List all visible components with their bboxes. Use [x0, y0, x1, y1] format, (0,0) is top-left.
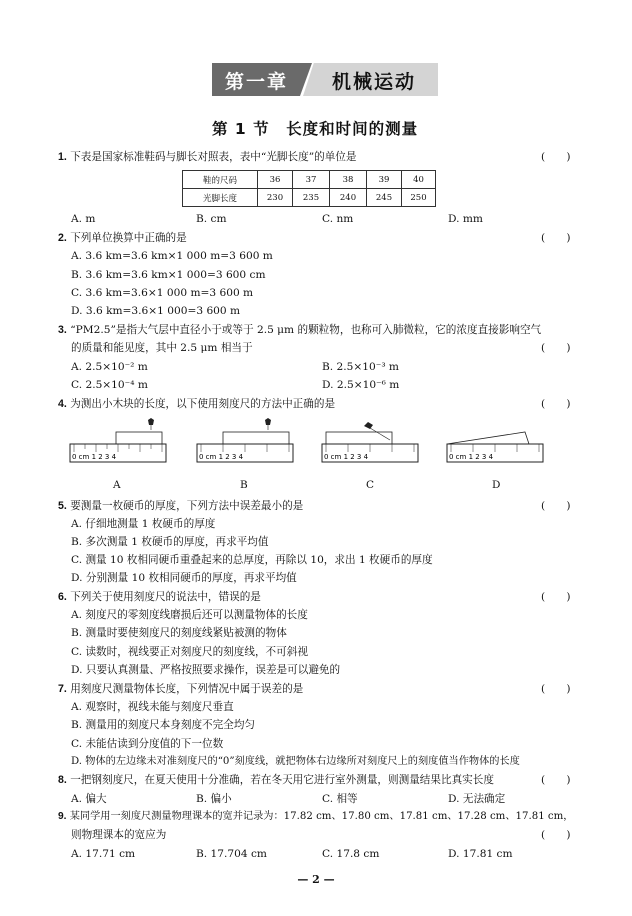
question-number: 3. — [58, 324, 67, 336]
figure-label-b: B — [240, 479, 248, 491]
table-cell: 36 — [258, 171, 293, 189]
answer-blank[interactable]: ( ) — [541, 829, 571, 841]
question-3 — [58, 323, 541, 337]
option-b[interactable]: B. cm — [196, 213, 227, 225]
table-cell: 245 — [367, 189, 402, 207]
answer-blank[interactable]: ( ) — [541, 500, 571, 512]
question-9 — [58, 810, 573, 824]
answer-blank[interactable]: ( ) — [541, 342, 571, 354]
answer-blank[interactable]: ( ) — [541, 151, 571, 163]
question-number: 9. — [58, 811, 67, 822]
option-a[interactable]: A. 17.71 cm — [71, 848, 136, 860]
option-b[interactable]: B. 测量用的刻度尺本身刻度不完全均匀 — [71, 719, 256, 731]
option-c[interactable]: C. 3.6 km=3.6×1 000 m=3 600 m — [71, 287, 254, 299]
chapter-number: 第一章 — [225, 71, 289, 93]
option-b[interactable]: B. 测量时要使刻度尺的刻度线紧贴被测的物体 — [71, 627, 287, 639]
option-c[interactable]: C. 未能估读到分度值的下一位数 — [71, 738, 224, 750]
ruler-scale: 0 cm 1 2 3 4 — [72, 453, 117, 461]
question-text-line2: 则物理课本的宽应为 — [71, 829, 167, 841]
option-d[interactable]: D. mm — [448, 213, 483, 225]
question-text: 某同学用一刻度尺测量物理课本的宽并记录为：17.82 cm、17.80 cm、17.81 cm、17.28 cm、17.81 cm， — [69, 811, 574, 822]
question-7 — [58, 682, 303, 696]
question-6 — [58, 590, 261, 604]
answer-blank[interactable]: ( ) — [541, 683, 571, 695]
option-b[interactable]: B. 多次测量 1 枚硬币的厚度，再求平均值 — [71, 536, 269, 548]
option-a[interactable]: A. 观察时，视线未能与刻度尺垂直 — [71, 701, 234, 713]
question-text: 下表是国家标准鞋码与脚长对照表，表中“光脚长度”的单位是 — [70, 151, 357, 163]
option-c[interactable]: C. 相等 — [322, 793, 358, 805]
answer-blank[interactable]: ( ) — [541, 232, 571, 244]
question-text: 下列单位换算中正确的是 — [70, 232, 187, 244]
table-row — [183, 171, 436, 189]
table-cell: 230 — [258, 189, 293, 207]
question-number: 2. — [58, 232, 67, 244]
figure-label-a: A — [113, 479, 121, 491]
question-text: 下列关于使用刻度尺的说法中，错误的是 — [70, 591, 261, 603]
option-d[interactable]: D. 17.81 cm — [448, 848, 513, 860]
question-text: 用刻度尺测量物体长度，下列情况中属于误差的是 — [70, 683, 304, 695]
option-b[interactable]: B. 2.5×10⁻³ m — [322, 361, 399, 373]
question-text-line2: 的质量和能见度，其中 2.5 μm 相当于 — [71, 342, 253, 354]
shoe-size-table — [182, 170, 436, 207]
question-2 — [58, 231, 187, 245]
option-d[interactable]: D. 3.6 km=3.6×1 000=3 600 m — [71, 305, 241, 317]
table-cell: 235 — [293, 189, 330, 207]
question-number: 6. — [58, 591, 67, 603]
option-b[interactable]: B. 3.6 km=3.6 km×1 000=3 600 cm — [71, 269, 266, 281]
option-a[interactable]: A. 仔细地测量 1 枚硬币的厚度 — [71, 518, 216, 530]
option-c[interactable]: C. 2.5×10⁻⁴ m — [71, 379, 148, 391]
figure-label-c: C — [366, 479, 375, 491]
option-d[interactable]: D. 只要认真测量、严格按照要求操作，误差是可以避免的 — [71, 664, 341, 676]
answer-blank[interactable]: ( ) — [541, 398, 571, 410]
ruler-scale: 0 cm 1 2 3 4 — [324, 453, 369, 461]
question-5 — [58, 499, 303, 513]
option-d[interactable]: D. 物体的左边缘未对准刻度尺的“0”刻度线，就把物体右边缘所对刻度尺上的刻度值当作物体的长度 — [71, 756, 520, 767]
option-a[interactable]: A. 3.6 km=3.6 km×1 000 m=3 600 m — [71, 250, 273, 262]
question-number: 8. — [58, 774, 67, 786]
ruler-scale: 0 cm 1 2 3 4 — [199, 453, 244, 461]
option-a[interactable]: A. 刻度尺的零刻度线磨损后还可以测量物体的长度 — [71, 609, 308, 621]
option-a[interactable]: A. 偏大 — [71, 793, 107, 805]
option-a[interactable]: A. 2.5×10⁻² m — [71, 361, 148, 373]
option-b[interactable]: B. 17.704 cm — [196, 848, 267, 860]
question-number: 4. — [58, 398, 67, 410]
answer-blank[interactable]: ( ) — [541, 774, 571, 786]
option-c[interactable]: C. nm — [322, 213, 354, 225]
question-1 — [58, 150, 357, 164]
ruler-figure-a[interactable] — [68, 418, 168, 476]
table-cell: 38 — [330, 171, 367, 189]
question-4 — [58, 397, 335, 411]
table-cell: 鞋的尺码 — [183, 171, 258, 189]
question-text: 要测量一枚硬币的厚度，下列方法中误差最小的是 — [70, 500, 304, 512]
question-text: 为测出小木块的长度，以下使用刻度尺的方法中正确的是 — [70, 398, 336, 410]
table-cell: 37 — [293, 171, 330, 189]
option-a[interactable]: A. m — [71, 213, 96, 225]
figure-label-d: D — [492, 479, 501, 491]
option-d[interactable]: D. 分别测量 10 枚相同硬币的厚度，再求平均值 — [71, 572, 297, 584]
question-number: 7. — [58, 683, 67, 695]
page-number: — 2 — — [297, 873, 335, 886]
option-c[interactable]: C. 测量 10 枚相同硬币重叠起来的总厚度，再除以 10，求出 1 枚硬币的厚度 — [71, 554, 433, 566]
option-d[interactable]: D. 无法确定 — [448, 793, 506, 805]
table-cell: 40 — [402, 171, 436, 189]
table-cell: 250 — [402, 189, 436, 207]
question-number: 1. — [58, 151, 67, 163]
option-d[interactable]: D. 2.5×10⁻⁶ m — [322, 379, 400, 391]
option-b[interactable]: B. 偏小 — [196, 793, 232, 805]
table-cell: 光脚长度 — [183, 189, 258, 207]
ruler-scale: 0 cm 1 2 3 4 — [449, 453, 494, 461]
ruler-figure-c[interactable] — [320, 418, 420, 476]
table-cell: 39 — [367, 171, 402, 189]
question-text: “PM2.5”是指大气层中直径小于或等于 2.5 μm 的颗粒物，也称可入肺微粒，它的浓度直接影响空气 — [70, 324, 542, 336]
chapter-title: 机械运动 — [332, 71, 417, 93]
question-number: 5. — [58, 500, 67, 512]
table-row — [183, 189, 436, 207]
question-text: 一把钢刻度尺，在夏天使用十分准确，若在冬天用它进行室外测量，则测量结果比真实长度 — [70, 774, 494, 786]
question-8 — [58, 773, 494, 787]
ruler-figure-b[interactable] — [195, 418, 295, 476]
table-cell: 240 — [330, 189, 367, 207]
answer-blank[interactable]: ( ) — [541, 591, 571, 603]
ruler-figure-d[interactable] — [445, 418, 549, 476]
option-c[interactable]: C. 17.8 cm — [322, 848, 380, 860]
option-c[interactable]: C. 读数时，视线要正对刻度尺的刻度线，不可斜视 — [71, 646, 308, 658]
section-title: 第 1 节 长度和时间的测量 — [212, 120, 419, 138]
